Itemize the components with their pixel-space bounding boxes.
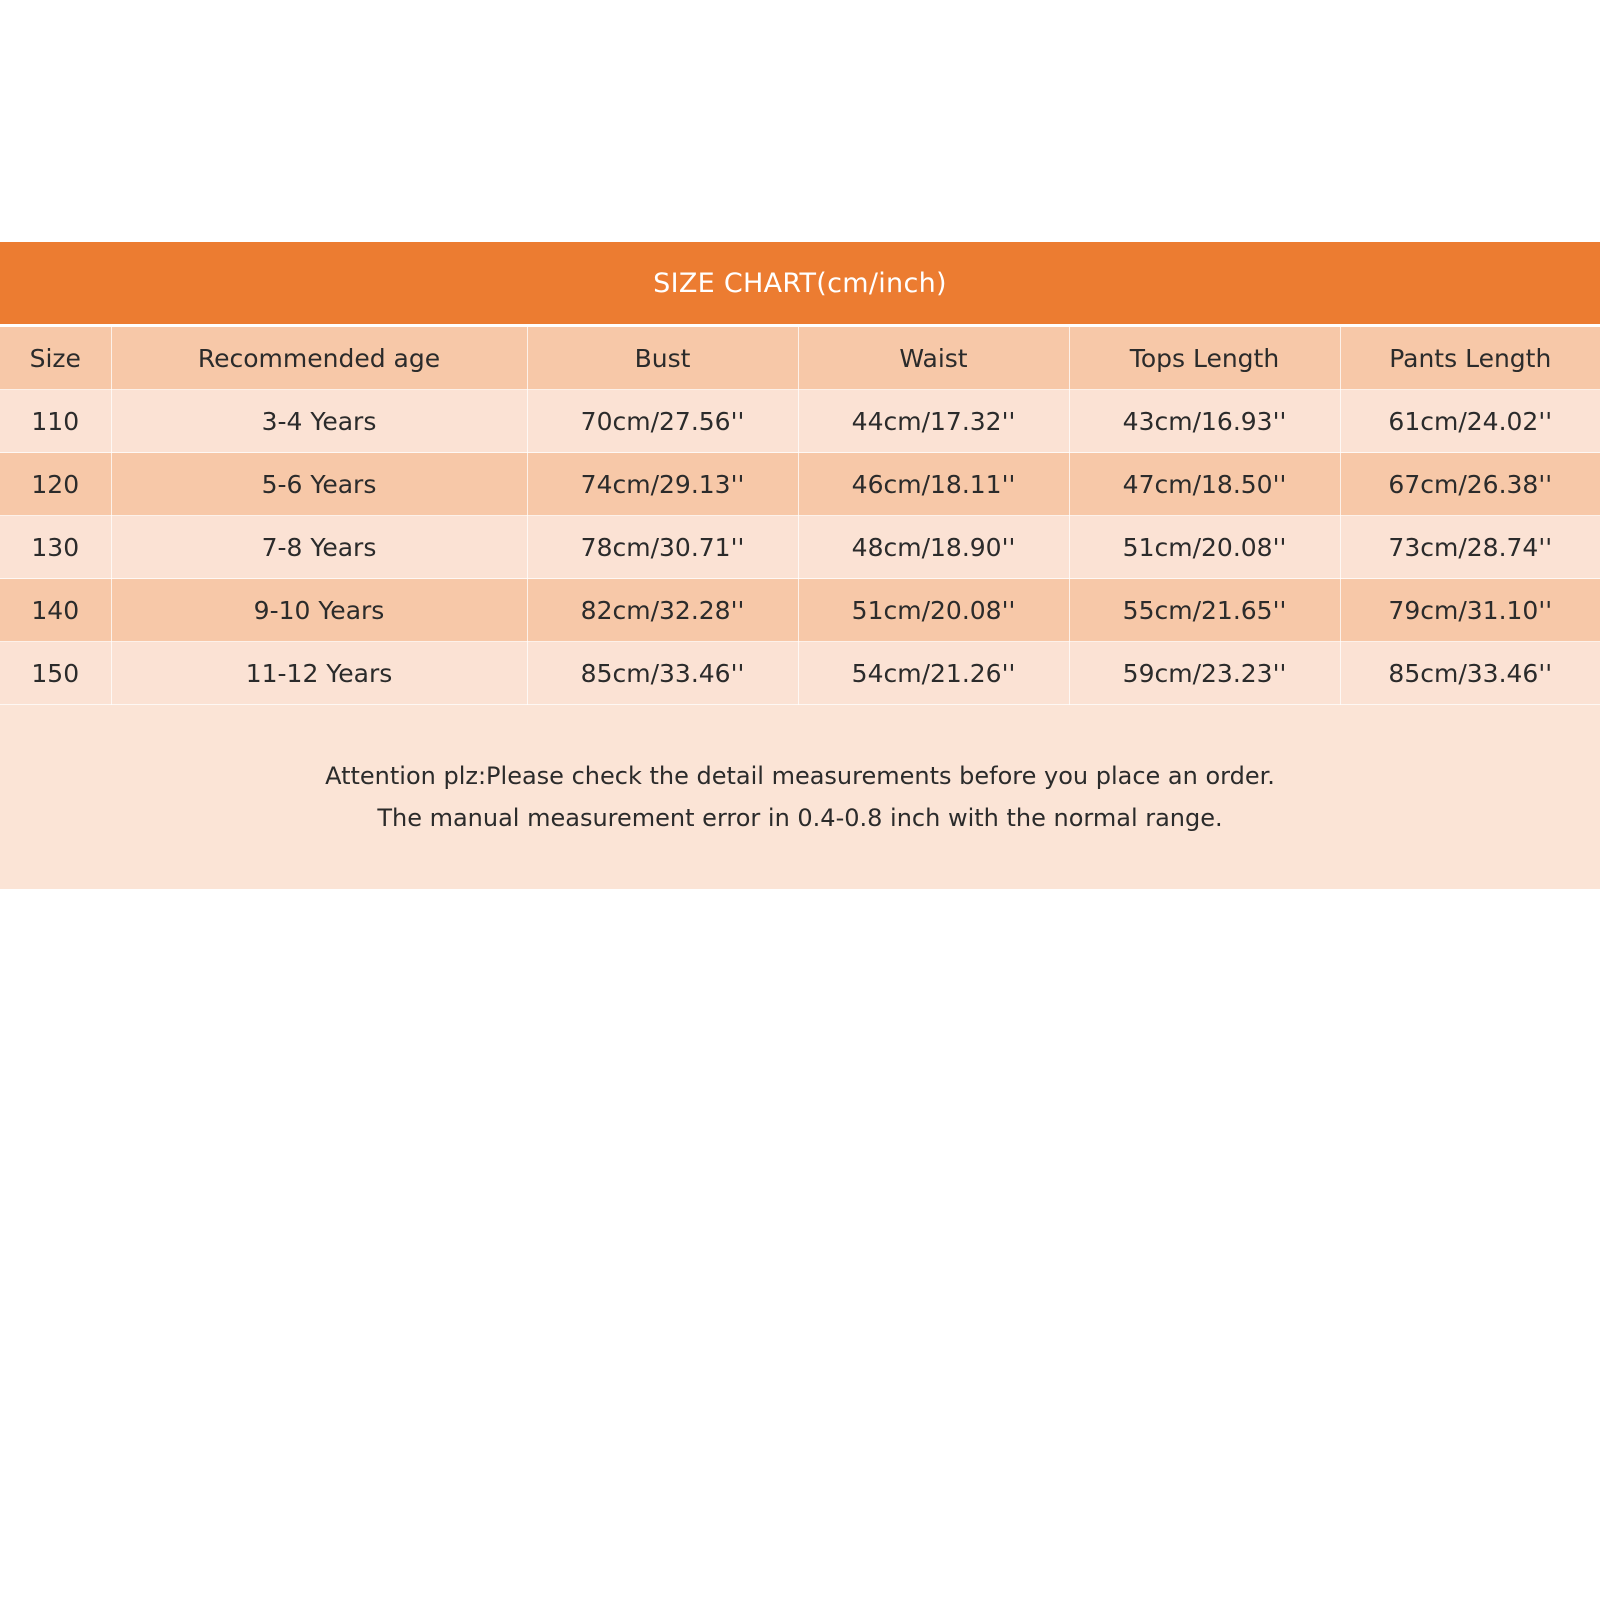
cell-tops-length: 43cm/16.93'': [1069, 390, 1340, 453]
cell-pants-length: 73cm/28.74'': [1340, 516, 1600, 579]
note-line-error-range: The manual measurement error in 0.4-0.8 inch with the normal range.: [377, 804, 1223, 832]
cell-waist: 48cm/18.90'': [798, 516, 1069, 579]
cell-bust: 74cm/29.13'': [527, 453, 798, 516]
cell-age: 11-12 Years: [111, 642, 527, 705]
cell-age: 3-4 Years: [111, 390, 527, 453]
chart-title: SIZE CHART(cm/inch): [0, 242, 1600, 324]
table-row: [0, 579, 1600, 642]
cell-pants-length: 79cm/31.10'': [1340, 579, 1600, 642]
cell-bust: 85cm/33.46'': [527, 642, 798, 705]
measurement-note: [0, 705, 1600, 889]
cell-waist: 44cm/17.32'': [798, 390, 1069, 453]
cell-pants-length: 67cm/26.38'': [1340, 453, 1600, 516]
table-row: [0, 390, 1600, 453]
cell-waist: 54cm/21.26'': [798, 642, 1069, 705]
cell-waist: 46cm/18.11'': [798, 453, 1069, 516]
cell-age: 9-10 Years: [111, 579, 527, 642]
cell-bust: 70cm/27.56'': [527, 390, 798, 453]
size-chart: [0, 242, 1600, 889]
cell-age: 5-6 Years: [111, 453, 527, 516]
cell-size: 140: [0, 579, 111, 642]
cell-size: 120: [0, 453, 111, 516]
cell-size: 130: [0, 516, 111, 579]
size-table: [0, 327, 1600, 705]
header-tops-length: Tops Length: [1069, 327, 1340, 390]
header-waist: Waist: [798, 327, 1069, 390]
cell-pants-length: 61cm/24.02'': [1340, 390, 1600, 453]
cell-bust: 78cm/30.71'': [527, 516, 798, 579]
table-header-row: [0, 327, 1600, 390]
cell-waist: 51cm/20.08'': [798, 579, 1069, 642]
header-recommended-age: Recommended age: [111, 327, 527, 390]
cell-bust: 82cm/32.28'': [527, 579, 798, 642]
cell-size: 150: [0, 642, 111, 705]
cell-size: 110: [0, 390, 111, 453]
cell-tops-length: 51cm/20.08'': [1069, 516, 1340, 579]
cell-tops-length: 55cm/21.65'': [1069, 579, 1340, 642]
header-pants-length: Pants Length: [1340, 327, 1600, 390]
table-row: [0, 516, 1600, 579]
header-bust: Bust: [527, 327, 798, 390]
table-row: [0, 642, 1600, 705]
cell-pants-length: 85cm/33.46'': [1340, 642, 1600, 705]
table-row: [0, 453, 1600, 516]
cell-tops-length: 59cm/23.23'': [1069, 642, 1340, 705]
cell-age: 7-8 Years: [111, 516, 527, 579]
header-size: Size: [0, 327, 111, 390]
cell-tops-length: 47cm/18.50'': [1069, 453, 1340, 516]
note-line-attention: Attention plz:Please check the detail measurements before you place an order.: [325, 762, 1275, 790]
